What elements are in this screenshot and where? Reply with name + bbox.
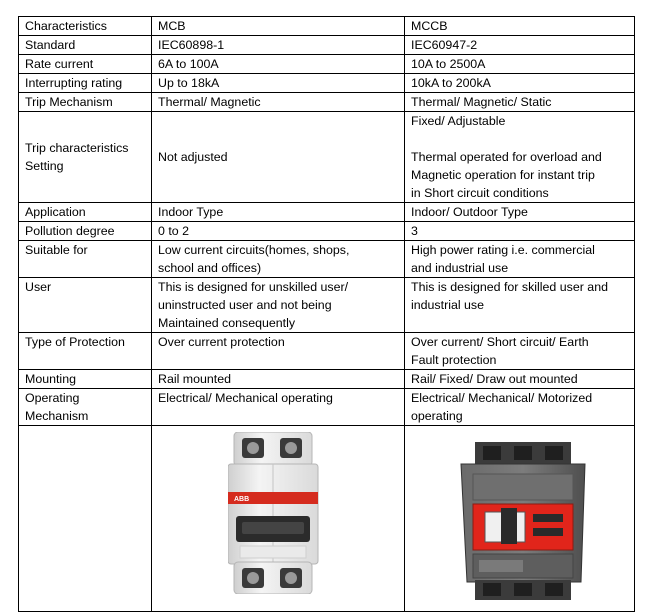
- row-label: Type of Protection: [19, 333, 152, 370]
- header-row: [19, 17, 635, 36]
- mcb-cell: 0 to 2: [152, 222, 405, 241]
- mcb-cell: Up to 18kA: [152, 74, 405, 93]
- row-type-of-protection: [19, 333, 635, 370]
- blank-line: [411, 130, 628, 148]
- row-label: Interrupting rating: [19, 74, 152, 93]
- row-label: [19, 112, 152, 203]
- cell-line: This is designed for skilled user and: [411, 280, 608, 294]
- row-images: [19, 426, 635, 612]
- label-line: Trip characteristics: [25, 141, 129, 155]
- row-label: User: [19, 278, 152, 333]
- mccb-cell: 10A to 2500A: [405, 55, 635, 74]
- row-trip-mechanism: [19, 93, 635, 112]
- cell-line: Magnetic operation for instant trip: [411, 168, 595, 182]
- mccb-cell: 10kA to 200kA: [405, 74, 635, 93]
- row-operating-mechanism: [19, 389, 635, 426]
- row-label: Trip Mechanism: [19, 93, 152, 112]
- mccb-cell: IEC60947-2: [405, 36, 635, 55]
- cell-line: High power rating i.e. commercial: [411, 243, 595, 257]
- mcb-cell: Not adjusted: [152, 112, 405, 203]
- row-label: Pollution degree: [19, 222, 152, 241]
- header-characteristics: Characteristics: [19, 17, 152, 36]
- row-label: Suitable for: [19, 241, 152, 278]
- label-line: Setting: [25, 159, 64, 173]
- cell-line: uninstructed user and not being: [158, 298, 332, 312]
- header-mcb: MCB: [152, 17, 405, 36]
- mcb-image-cell: [152, 426, 405, 612]
- mccb-cell: Rail/ Fixed/ Draw out mounted: [405, 370, 635, 389]
- mcb-cell: 6A to 100A: [152, 55, 405, 74]
- mccb-cell: 3: [405, 222, 635, 241]
- row-trip-characteristics: [19, 112, 635, 203]
- mcb-cell: Over current protection: [152, 333, 405, 370]
- row-suitable-for: [19, 241, 635, 278]
- row-mounting: [19, 370, 635, 389]
- label-line: Mechanism: [25, 409, 89, 423]
- mcb-cell: [152, 278, 405, 333]
- cell-line: and industrial use: [411, 261, 509, 275]
- mccb-image-cell: [405, 426, 635, 612]
- mccb-cell: [405, 241, 635, 278]
- row-label: Standard: [19, 36, 152, 55]
- cell-line: Fault protection: [411, 353, 497, 367]
- cell-line: Thermal operated for overload and: [411, 150, 602, 164]
- mccb-cell: [405, 278, 635, 333]
- mcb-cell: Thermal/ Magnetic: [152, 93, 405, 112]
- cell-line: Maintained consequently: [158, 316, 296, 330]
- cell-line: Over current/ Short circuit/ Earth: [411, 335, 589, 349]
- row-standard: [19, 36, 635, 55]
- row-application: [19, 203, 635, 222]
- comparison-table: [18, 16, 635, 612]
- mccb-cell: [405, 389, 635, 426]
- row-label: [19, 389, 152, 426]
- mccb-cell: Indoor/ Outdoor Type: [405, 203, 635, 222]
- cell-line: Low current circuits(homes, shops,: [158, 243, 350, 257]
- row-label: Mounting: [19, 370, 152, 389]
- row-user: [19, 278, 635, 333]
- mcb-cell: Rail mounted: [152, 370, 405, 389]
- mcb-brand-text: ABB: [234, 496, 250, 503]
- cell-line: Electrical/ Mechanical/ Motorized: [411, 391, 593, 405]
- row-label: Rate current: [19, 55, 152, 74]
- row-rate-current: [19, 55, 635, 74]
- cell-line: Fixed/ Adjustable: [411, 114, 506, 128]
- cell-line: school and offices): [158, 261, 262, 275]
- row-label: Application: [19, 203, 152, 222]
- mcb-cell: Indoor Type: [152, 203, 405, 222]
- row-pollution-degree: [19, 222, 635, 241]
- mccb-cell: [405, 333, 635, 370]
- mcb-cell: Electrical/ Mechanical operating: [152, 389, 405, 426]
- mccb-breaker-photo: [457, 442, 589, 600]
- mccb-cell: Thermal/ Magnetic/ Static: [405, 93, 635, 112]
- cell-line: industrial use: [411, 298, 485, 312]
- mccb-cell: [405, 112, 635, 203]
- empty-cell: [19, 426, 152, 612]
- cell-line: This is designed for unskilled user/: [158, 280, 349, 294]
- row-interrupting-rating: [19, 74, 635, 93]
- cell-line: operating: [411, 409, 463, 423]
- mcb-breaker-photo: [228, 432, 320, 594]
- mcb-cell: [152, 241, 405, 278]
- label-line: Operating: [25, 391, 80, 405]
- cell-line: in Short circuit conditions: [411, 186, 549, 200]
- header-mccb: MCCB: [405, 17, 635, 36]
- mcb-cell: IEC60898-1: [152, 36, 405, 55]
